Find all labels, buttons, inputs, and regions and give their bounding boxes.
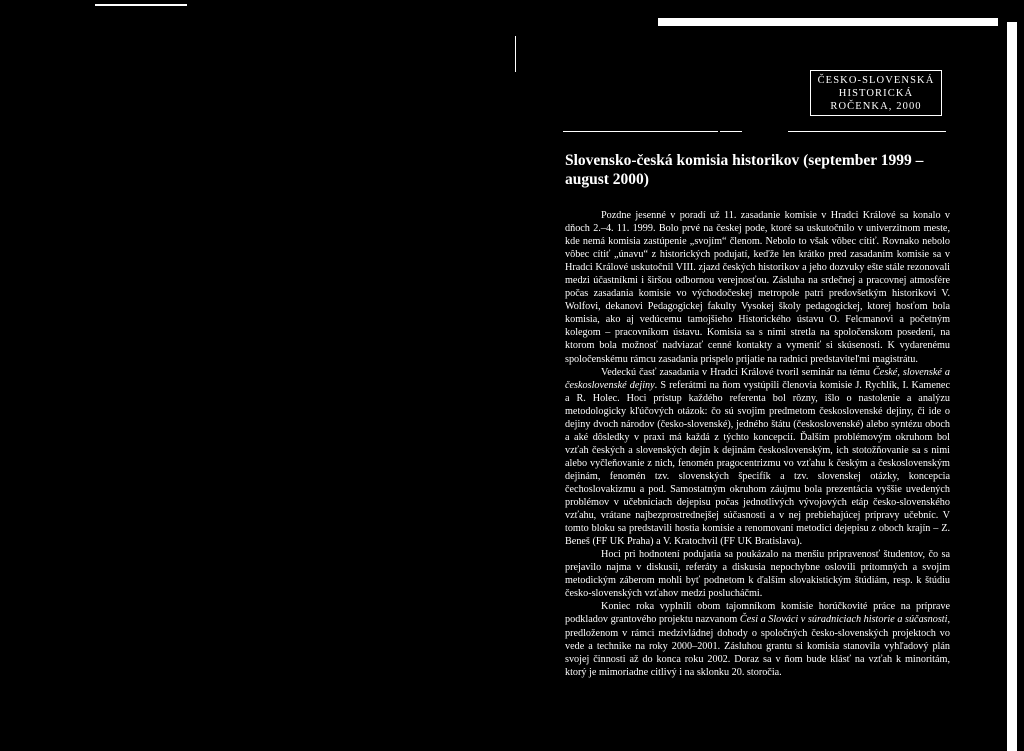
journal-line-3: ROČENKA, 2000 (830, 101, 922, 112)
binding-line (515, 36, 516, 72)
text-run: , predloženom v rámci medzivládnej dohody o spoločných česko-slovenských projektoch vo vede a technike na roky 2000–2001. Zásluhou grantu si komisia stanovila vyhľadový plán svojej činnosti až do konca roku 2002. Doraz sa v ňom bude klásť na vzťah k minoritám, ktorý je mimoriadne citlivý i na sklonku 20. storočia. (565, 614, 950, 678)
separator-rule (720, 131, 742, 132)
text-run: . S referátmi na ňom vystúpili členovia komisie J. Rychlík, I. Kamenec a R. Holec. Hoci prístup každého referenta bol rôzny, išlo o nastolenie a analýzu metodologicky kľúčových otázok: čo sú svojim predmetom československé dejiny, či ide o dejiny dvoch národov (česko-slovenské), jedného štátu (československé) alebo syntézu oboch a aké dôsledky v praxi má každá z týchto koncepcií. Ďalším problémovým okruhom bol vzťah českých a slovenských dejín k dejinám československým, ich stotožňovanie sa s nimi alebo vyčleňovanie z nich, fenomén pragocentrizmu vo vzťahu k českým a československým dejinám, fenomén tzv. slovenských špecifík a tzv. slovenskej otázky, koncepcia čechoslovakizmu a pod. Samostatným okruhom záujmu bola prezentácia vyššie uvedených problémov v učebniciach dejepisu počas jednotlivých vývojových etáp česko-slovenského vzťahu, vrátane najbezprostrednejšej súčasnosti a v nej prebiehajúcej prípravy učebníc. V tomto bloku sa predstavili hostia komisie a renomovaní metodici dejepisu z oboch krajín – Z. Beneš (FF UK Praha) a V. Kratochvil (FF UK Bratislava). (565, 379, 950, 548)
text-run: Pozdne jesenné v poradí už 11. zasadanie komisie v Hradci Králové sa konalo v dňoch 2.–4. 11. 1999. Bolo prvé na českej pode, ktoré sa uskutočnilo v univerzitnom meste, kde nemá komisia zastúpenie „svojím“ členom. Nebolo to však vôbec cítiť. Rovnako nebolo vôbec cítiť „únavu“ z historických podujatí, keďže len krátko pred zasadaním komisie sa v Hradci Králové uskutočnil VIII. zjazd českých historikov a jeho dozvuky ešte stále rezonovali medzi účastníkmi i širšou odbornou verejnosťou. Zásluha na srdečnej a pracovnej atmosfére počas zasadania komisie vo východočeskej metropole patrí predovšetkým historikovi V. Wolfovi, dekanovi Pedagogickej fakulty Vysokej školy pedagogickej, ktorej hosťom bola komisia, ako aj vedúcemu tamojšieho Historického ústavu O. Felcmanovi a početným kolegom – pracovníkom ústavu. Komisia sa s nimi stretla na spoločenskom posedení, na ktorom bola možnosť nadviazať cenné kontakty a vymeniť si skúsenosti. K vydarenému spoločenskému rámcu zasadania prispelo prijatie na radnici predstaviteľmi magistrátu. (565, 210, 950, 365)
article-body (565, 209, 950, 679)
paragraph (565, 209, 950, 366)
italic-title: Česi a Slováci v súradniciach historie a súčasnosti (739, 614, 948, 626)
paragraph (565, 366, 950, 549)
paragraph (565, 548, 950, 600)
right-edge-bar (1007, 22, 1017, 751)
italic-title: České, slovenské a československé dejiny (565, 366, 951, 391)
journal-stamp (810, 70, 942, 116)
separator-rule (788, 131, 946, 132)
separator-rule (563, 131, 718, 132)
article-title: Slovensko-česká komisia historikov (september 1999 – august 2000) (565, 152, 924, 188)
paragraph (565, 600, 950, 678)
journal-line-1: ČESKO-SLOVENSKÁ (817, 75, 935, 86)
text-run: Hoci pri hodnotení podujatia sa poukázalo na menšiu pripravenosť študentov, čo sa prejavilo najma v diskusii, referáty a diskusia nepochybne oslovili prítomných a svojim metodickým záberom mohli byť podnetom k ďalším slovakistickým štúdiám, resp. k štúdiu česko-slovenských vzťahov medzi poslucháčmi. (565, 549, 950, 600)
top-right-rule (658, 18, 998, 26)
text-run: Vedeckú časť zasadania v Hradci Králové tvoril seminár na tému (601, 366, 873, 378)
journal-line-2: HISTORICKÁ (838, 88, 914, 99)
top-left-rule (95, 4, 187, 6)
text-run: Koniec roka vyplnili obom tajomníkom komisie horúčkovité práce na príprave podkladov grantového projektu nazvanom (565, 601, 950, 626)
